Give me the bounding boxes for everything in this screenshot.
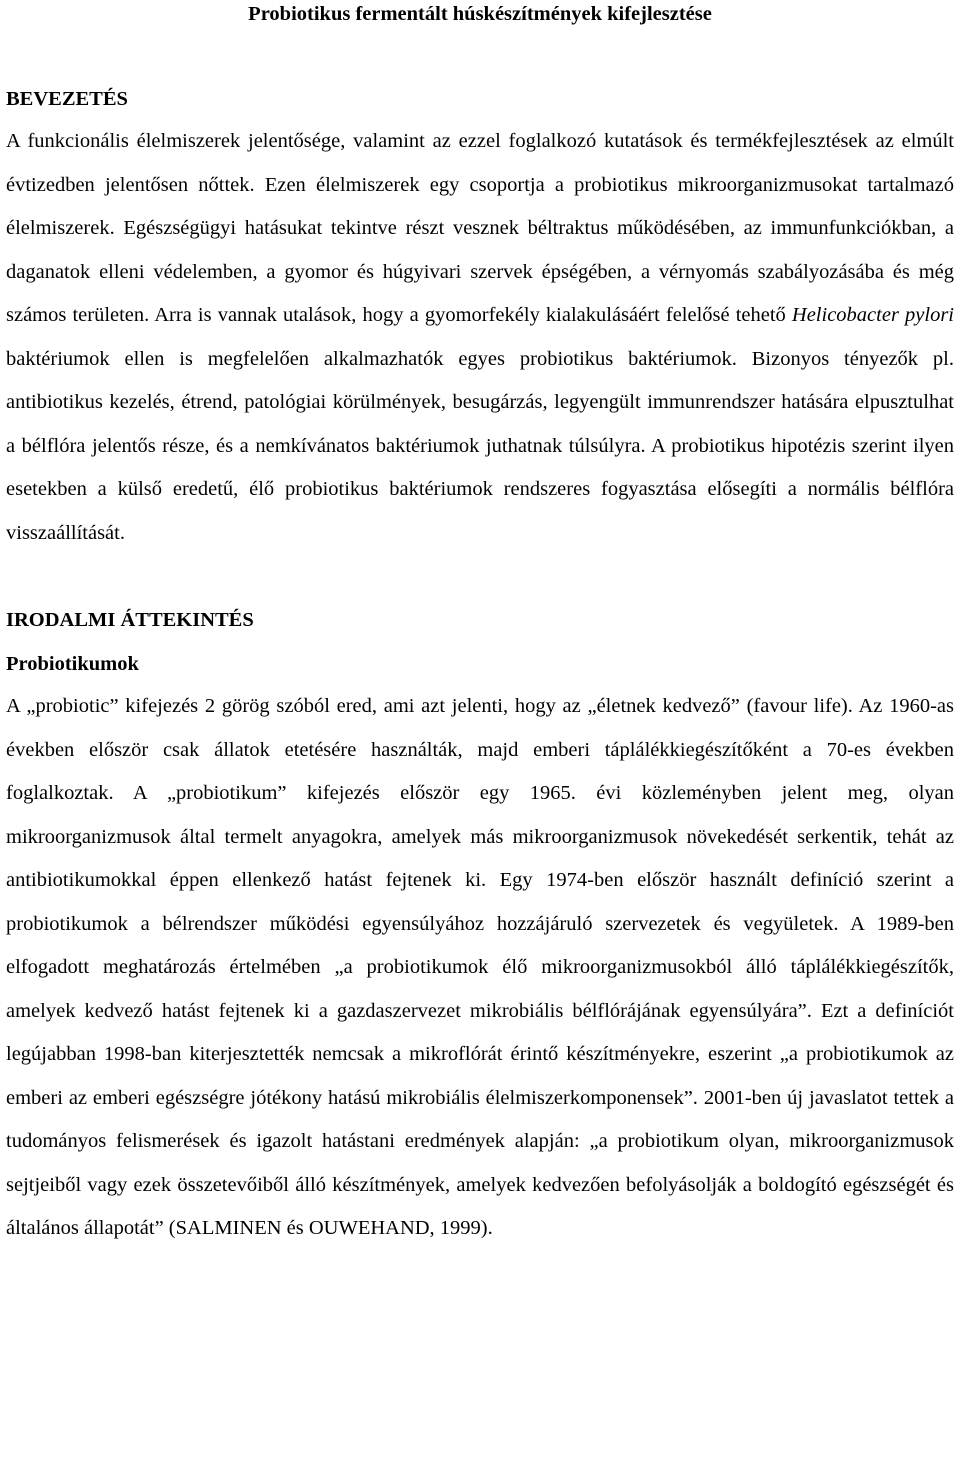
species-name: Helicobacter pylori xyxy=(791,304,954,326)
document-title: Probiotikus fermentált húskészítmények kifejlesztése xyxy=(248,3,712,25)
intro-text-part2: baktériumok ellen is megfelelően alkalmazhatók egyes probiotikus baktériumok. Bizonyos tényezők pl. antibiotikus kezelés, étrend, patológiai körülmények, besugárzás, legyengült immunrendszer hatására elpusztulhat a bélflóra jelentős része, és a nemkívánatos baktériumok juthatnak túlsúlyra. A probiotikus hipotézis szerint ilyen esetekben a külső eredetű, élő probiotikus baktériumok rendszeres fogyasztása elősegíti a normális bélflóra visszaállítását. xyxy=(6,347,954,544)
intro-paragraph xyxy=(6,120,954,555)
intro-text-part1: A funkcionális élelmiszerek jelentősége, valamint az ezzel foglalkozó kutatások és termékfejlesztések az elmúlt évtizedben jelentősen nőttek. Ezen élelmiszerek egy csoportja a probiotikus mikroorganizmusokat tartalmazó élelmiszerek. Egészségügyi hatásukat tekintve részt vesznek béltraktus működésében, az immunfunkciókban, a daganatok elleni védelemben, a gyomor és húgyivari szervek épségében, a vérnyomás szabályozásába és még számos területen. Arra is vannak utalások, hogy a gyomorfekély kialakulásáért felelősé tehető xyxy=(6,130,954,326)
document-page xyxy=(6,0,954,1251)
subheading-probiotics: Probiotikumok xyxy=(6,653,139,675)
section-heading-intro: BEVEZETÉS xyxy=(6,88,128,110)
probiotics-paragraph: A „probiotic” kifejezés 2 görög szóból ered, ami azt jelenti, hogy az „életnek kedvező” (favour life). Az 1960-as években először csak állatok etetésére használták, majd emberi táplálékkiegészítőként a 70-es években foglalkoztak. A „probiotikum” kifejezés először egy 1965. évi közleményben jelent meg, olyan mikroorganizmusok által termelt anyagokra, amelyek más mikroorganizmusok növekedését serkentik, tehát az antibiotikumokkal éppen ellenkező hatást fejtenek ki. Egy 1974-ben először használt definíció szerint a probiotikumok a bélrendszer működési egyensúlyához hozzájáruló szervezetek és vegyületek. A 1989-ben elfogadott meghatározás értelmében „a probiotikumok élő mikroorganizmusokból álló táplálékkiegészítők, amelyek kedvező hatást fejtenek ki a gazdaszervezet mikrobiális bélflórájának egyensúlyára”. Ezt a definíciót legújabban 1998-ban kiterjesztették nemcsak a mikroflórát érintő készítményekre, eszerint „a probiotikumok az emberi az emberi egészségre jótékony hatású mikrobiális élelmiszerkomponensek”. 2001-ben új javaslatot tettek a tudományos felismerések és igazolt hatástani eredmények alapján: „a probiotikum olyan, mikroorganizmusok sejtjeiből vagy ezek összetevőiből álló készítmények, amelyek kedvezően befolyásolják a boldogító egészségét és általános állapotát” (SALMINEN és OUWEHAND, 1999). xyxy=(6,695,954,1239)
section-heading-literature: IRODALMI ÁTTEKINTÉS xyxy=(6,609,254,631)
